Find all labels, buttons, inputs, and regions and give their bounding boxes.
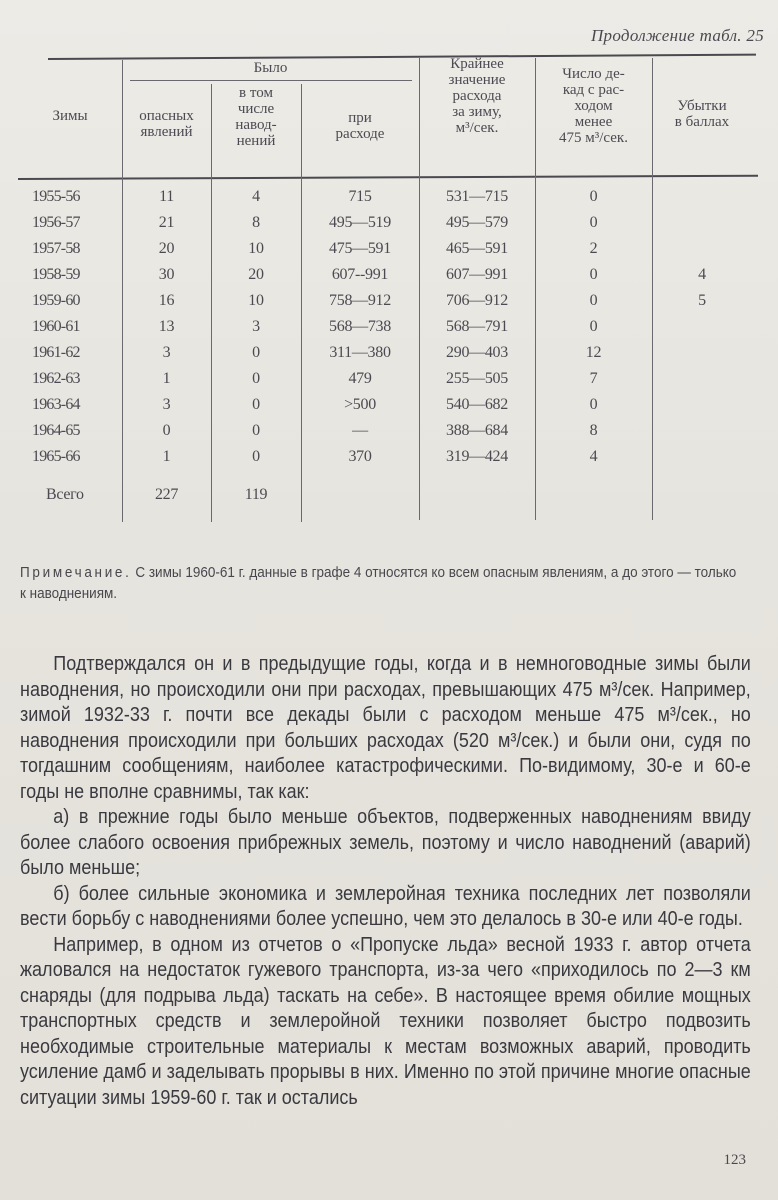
table-cell-floods: 10 xyxy=(248,240,264,257)
table-cell-extreme: 319—424 xyxy=(446,448,508,465)
header-at-discharge xyxy=(301,110,419,142)
table-cell-decades: 0 xyxy=(589,266,598,283)
header-line: при xyxy=(348,110,372,126)
header-line: в том xyxy=(239,85,273,101)
header-line: ходом xyxy=(574,98,613,114)
table-cell-losses: 5 xyxy=(698,292,706,309)
table-cell-extreme: 706—912 xyxy=(446,292,508,309)
header-line: м³/сек. xyxy=(455,120,499,136)
header-extreme xyxy=(419,56,535,136)
table-cell-extreme: 255—505 xyxy=(446,370,508,387)
table-cell-discharge: 311—380 xyxy=(329,344,391,361)
table-cell-hazardous: 3 xyxy=(162,396,171,413)
header-line: менее xyxy=(574,114,613,130)
total-floods: 119 xyxy=(244,486,268,503)
header-line: расходе xyxy=(335,126,385,142)
total-hazardous: 227 xyxy=(154,486,179,503)
table-cell-floods: 3 xyxy=(252,318,260,335)
table-cell-discharge: 568—738 xyxy=(329,318,391,335)
header-line: 475 м³/сек. xyxy=(559,130,628,146)
table-cell-discharge: 758—912 xyxy=(329,292,391,309)
table-cell-winter: 1959-60 xyxy=(32,292,80,309)
header-was: Было xyxy=(253,60,288,76)
table-cell-decades: 0 xyxy=(589,292,598,309)
paragraph: Например, в одном из отчетов о «Пропуске льда» весной 1933 г. автор отчета жаловался на недостаток гужевого транспорта, из-за чего «приходилось по 2—3 км снаряды (для подрыва льда) таскать на себе». В настоящее время обилие мощных транспортных средств и землеройной техники позволяет быстро подвозить необходимые строительные материалы к местам возможных аварий, проводить усиление дамб и заделывать прорывы в них. Именно по этой причине многие опасные ситуации зимы 1959-60 г. так и остались xyxy=(20,933,751,1109)
table-cell-hazardous: 21 xyxy=(158,214,175,231)
table-cell-floods: 0 xyxy=(252,396,260,413)
table-cell-extreme: 465—591 xyxy=(446,240,508,257)
table-cell-decades: 4 xyxy=(589,448,598,465)
paragraph: а) в прежние годы было меньше объектов, подверженных наводнениям ввиду более слабого освоения прибрежных земель, поэтому и число наводнений (аварий) было меньше; xyxy=(20,806,751,879)
table-cell-decades: 0 xyxy=(589,318,598,335)
table-cell-discharge: 479 xyxy=(348,370,372,387)
table-cell-winter: 1955-56 xyxy=(32,188,80,205)
header-line: в баллах xyxy=(674,114,730,130)
page-number: 123 xyxy=(723,1152,746,1168)
table-cell-winter: 1956-57 xyxy=(32,214,80,231)
table-cell-hazardous: 20 xyxy=(158,240,175,257)
table-cell-decades: 0 xyxy=(589,214,598,231)
table-cell-hazardous: 0 xyxy=(162,422,171,439)
header-line: Убытки xyxy=(677,98,727,114)
group-underline xyxy=(130,80,412,81)
table-cell-hazardous: 16 xyxy=(158,292,175,309)
header-hazardous xyxy=(122,108,211,140)
table-cell-hazardous: 3 xyxy=(162,344,171,361)
table-cell-decades: 0 xyxy=(589,396,598,413)
table-cell-winter: 1958-59 xyxy=(32,266,80,283)
paragraph: б) более сильные экономика и землеройная техника последних лет позволяли вести борьбу с наводнениями более успешно, чем это делалось в 30-е или 40-е годы. xyxy=(20,882,751,930)
table-cell-hazardous: 30 xyxy=(158,266,175,283)
table-cell-extreme: 568—791 xyxy=(446,318,508,335)
table-cell-losses: 4 xyxy=(698,266,706,283)
table-cell-decades: 7 xyxy=(589,370,598,387)
table-cell-discharge: 607--991 xyxy=(331,266,389,283)
total-label: Всего xyxy=(46,486,84,503)
paragraph: Подтверждался он и в предыдущие годы, когда и в немноговодные зимы были наводнения, но происходили они при расходах, превышающих 475 м³/сек. Например, зимой 1932-33 г. почти все декады были с расходом меньше 475 м³/сек., но наводнения происходили при больших расходах (520 м³/сек.) и были они, судя по тогдашним сообщениям, наиболее катастрофическими. По-видимому, 30-е и 60-е годы не вполне сравнимы, так как: xyxy=(20,653,751,803)
table-cell-hazardous: 1 xyxy=(162,370,171,387)
table-cell-discharge: — xyxy=(352,422,368,439)
table-continuation-label: Продолжение табл. 25 xyxy=(590,26,764,45)
table-cell-floods: 0 xyxy=(252,448,260,465)
note-lead: Примечание. xyxy=(20,564,132,581)
header-line: за зиму, xyxy=(452,104,502,120)
table-cell-floods: 10 xyxy=(248,292,264,309)
header-line: явлений xyxy=(140,124,193,140)
table-cell-decades: 2 xyxy=(589,240,598,257)
table-cell-floods: 20 xyxy=(248,266,264,283)
table-cell-discharge: 370 xyxy=(348,448,372,465)
header-line: навод- xyxy=(235,117,277,133)
table-cell-extreme: 607—991 xyxy=(446,266,508,283)
table-cell-winter: 1963-64 xyxy=(32,396,80,413)
table-cell-winter: 1957-58 xyxy=(32,240,80,257)
table-cell-decades: 8 xyxy=(589,422,598,439)
table-cell-floods: 0 xyxy=(252,370,260,387)
table-cell-hazardous: 11 xyxy=(159,188,174,205)
table-cell-floods: 0 xyxy=(252,422,260,439)
header-losses xyxy=(652,98,752,130)
header-line: значение xyxy=(448,72,506,88)
table-cell-hazardous: 13 xyxy=(158,318,175,335)
table-cell-winter: 1964-65 xyxy=(32,422,80,439)
table-cell-floods: 0 xyxy=(252,344,260,361)
table-cell-winter: 1965-66 xyxy=(32,448,80,465)
note-text: С зимы 1960-61 г. данные в графе 4 относятся ко всем опасным явлениям, а до этого — только к наводнениям. xyxy=(20,564,737,602)
header-decades xyxy=(535,66,652,146)
header-line: кад с рас- xyxy=(562,82,625,98)
table-cell-extreme: 290—403 xyxy=(446,344,508,361)
table-cell-floods: 4 xyxy=(252,188,260,205)
table-cell-discharge: 475—591 xyxy=(329,240,391,257)
table-cell-extreme: 495—579 xyxy=(446,214,508,231)
table-cell-discharge: 715 xyxy=(348,188,372,205)
table-note xyxy=(20,562,737,604)
table-cell-floods: 8 xyxy=(252,214,260,231)
header-line: расхода xyxy=(452,88,502,104)
body-text xyxy=(20,652,751,1111)
header-line: числе xyxy=(237,101,275,117)
table-cell-winter: 1961-62 xyxy=(32,344,80,361)
table-cell-extreme: 540—682 xyxy=(446,396,508,413)
table-header-rule xyxy=(18,175,758,180)
header-line: Крайнее xyxy=(450,56,504,72)
table-cell-discharge: 495—519 xyxy=(329,214,391,231)
header-line: нений xyxy=(236,133,276,149)
table-cell-winter: 1962-63 xyxy=(32,370,80,387)
header-incl-floods xyxy=(211,85,301,149)
table-cell-decades: 12 xyxy=(585,344,602,361)
table-cell-decades: 0 xyxy=(589,188,598,205)
table-cell-winter: 1960-61 xyxy=(32,318,80,335)
table-cell-hazardous: 1 xyxy=(162,448,171,465)
header-line: Число де- xyxy=(562,66,625,82)
header-line: опасных xyxy=(139,108,194,124)
header-winters: Зимы xyxy=(52,108,88,124)
table-cell-discharge: >500 xyxy=(344,396,376,413)
table-cell-extreme: 531—715 xyxy=(446,188,508,205)
table-cell-extreme: 388—684 xyxy=(446,422,508,439)
